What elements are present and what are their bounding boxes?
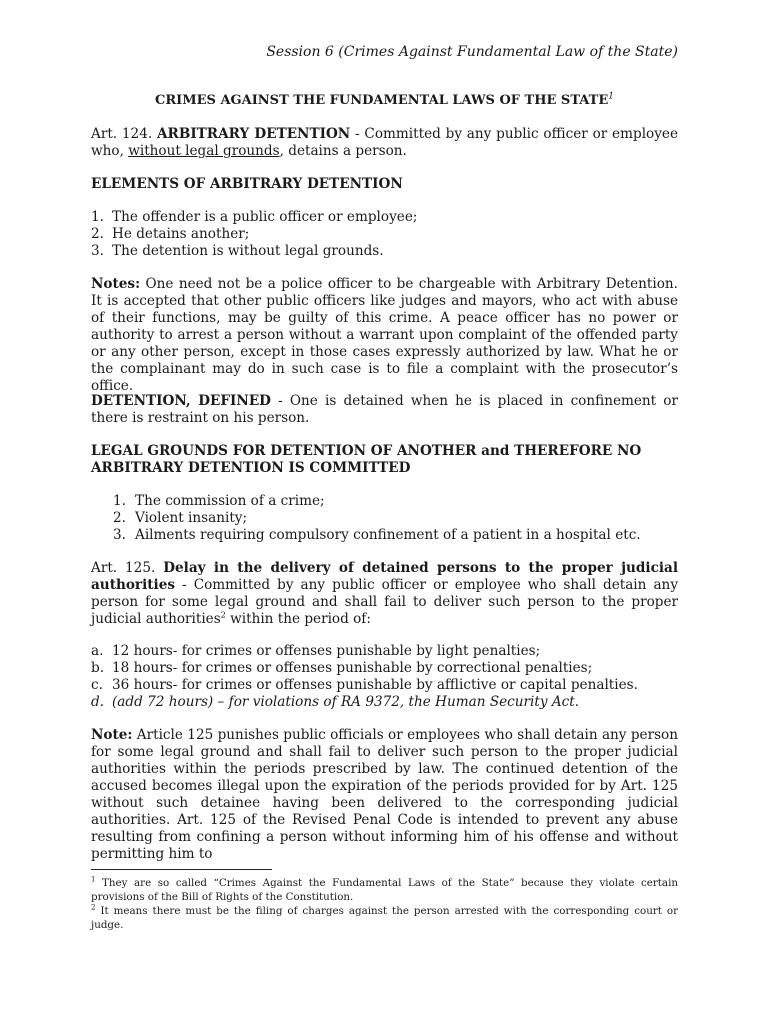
elements-heading: ELEMENTS OF ARBITRARY DETENTION xyxy=(91,176,403,192)
notes-text: One need not be a police officer to be chargeable with Arbitrary Detention. It is accepted that other public officers like judges and mayors, who act with abuse of their functions, may be guilty of this crime. A peace officer has no power or authority to arrest a person without a warrant upon complaint of the offended party or any other person, except in those cases expressly authorized by law. What he or the complainant may do in such case is to file a complaint with the prosecutor’s office. xyxy=(91,276,678,394)
list-marker: a. xyxy=(91,643,104,659)
list-marker: c. xyxy=(91,677,103,693)
art124-heading: ARBITRARY DETENTION xyxy=(156,126,351,142)
list-text: (add 72 hours) – for violations of RA 9372, the Human Security Act. xyxy=(112,694,580,710)
footnote-text: It means there must be the filing of charges against the person arrested with the corresponding court or judge. xyxy=(91,905,678,931)
art124-underline: without legal grounds xyxy=(128,143,280,159)
art124-text: - Committed by any public officer or employee who, xyxy=(91,126,678,159)
periods-list xyxy=(91,643,678,711)
elements-list xyxy=(91,209,678,260)
list-item xyxy=(91,226,678,243)
footnote-marker: 1 xyxy=(91,875,96,884)
list-marker: 1. xyxy=(91,209,104,225)
list-item xyxy=(91,209,678,226)
list-text: Ailments requiring compulsory confinement of a patient in a hospital etc. xyxy=(135,527,641,543)
title-text: CRIMES AGAINST THE FUNDAMENTAL LAWS OF THE STATE xyxy=(155,93,609,108)
list-item xyxy=(91,677,678,694)
detention-label: DETENTION, DEFINED xyxy=(91,393,271,409)
list-marker: 3. xyxy=(113,527,126,543)
note-text: Article 125 punishes public officials or employees who shall detain any person for some legal ground and shall fail to deliver such person to the proper judicial authorities within the periods prescribed by law. The continued detention of the accused becomes illegal upon the expiration of the periods provided for by Art. 125 without such detainee having been delivered to the corresponding judicial authorities. Art. 125 of the Revised Penal Code is intended to prevent any abuse resulting from confining a person without informing him of his offense and without permitting him to xyxy=(91,727,678,862)
art125-label: Art. 125. xyxy=(91,560,156,576)
note-label: Note: xyxy=(91,727,133,743)
list-marker: 2. xyxy=(113,510,126,526)
page-title xyxy=(91,93,678,108)
art124-text-end: , detains a person. xyxy=(279,143,407,159)
legal-grounds-list xyxy=(91,493,678,544)
list-text: 36 hours- for crimes or offenses punishable by afflictive or capital penalties. xyxy=(112,677,638,693)
list-text: 12 hours- for crimes or offenses punishable by light penalties; xyxy=(112,643,541,659)
list-text: The commission of a crime; xyxy=(135,493,325,509)
art125-paragraph xyxy=(91,560,678,628)
footnote-divider xyxy=(91,869,272,870)
list-text: The detention is without legal grounds. xyxy=(112,243,384,259)
detention-paragraph xyxy=(91,393,678,427)
list-text: He detains another; xyxy=(112,226,250,242)
list-text: 18 hours- for crimes or offenses punishable by correctional penalties; xyxy=(112,660,593,676)
art125-text-end: within the period of: xyxy=(225,611,371,627)
list-marker: 3. xyxy=(91,243,104,259)
notes-paragraph xyxy=(91,276,678,395)
list-item xyxy=(91,660,678,677)
list-marker: 1. xyxy=(113,493,126,509)
legal-grounds-heading: LEGAL GROUNDS FOR DETENTION OF ANOTHER and THEREFORE NO ARBITRARY DETENTION IS COMMITTED xyxy=(91,443,642,476)
art125-text: - Committed by any public officer or employee who shall detain any person for some legal ground and shall fail to deliver such person to the proper judicial authorities xyxy=(91,577,678,627)
art125-footnote-ref: 2 xyxy=(220,610,226,620)
list-marker: 2. xyxy=(91,226,104,242)
footnote-marker: 2 xyxy=(91,903,96,912)
list-marker: b. xyxy=(91,660,105,676)
list-item xyxy=(91,510,678,527)
running-header: Session 6 (Crimes Against Fundamental Law of the State) xyxy=(266,44,678,60)
notes-label: Notes: xyxy=(91,276,141,292)
list-item xyxy=(91,493,678,510)
footnote-1 xyxy=(91,876,678,904)
note-paragraph xyxy=(91,727,678,863)
list-text: The offender is a public officer or employee; xyxy=(112,209,418,225)
list-item xyxy=(91,243,678,260)
list-item xyxy=(91,527,678,544)
list-text: Violent insanity; xyxy=(135,510,248,526)
detention-text: - One is detained when he is placed in confinement or there is restraint on his person. xyxy=(91,393,678,426)
footnote-text: They are so called “Crimes Against the Fundamental Laws of the State” because they violate certain provisions of the Bill of Rights of the Constitution. xyxy=(91,877,678,903)
art124-paragraph xyxy=(91,126,678,160)
art125-heading: Delay in the delivery of detained persons to the proper judicial authorities xyxy=(91,560,678,593)
list-item xyxy=(91,643,678,660)
footnote-2 xyxy=(91,904,678,932)
art124-label: Art. 124. xyxy=(91,126,153,142)
list-item xyxy=(91,694,678,711)
list-marker: d. xyxy=(91,694,105,710)
title-footnote-ref: 1 xyxy=(608,91,614,102)
